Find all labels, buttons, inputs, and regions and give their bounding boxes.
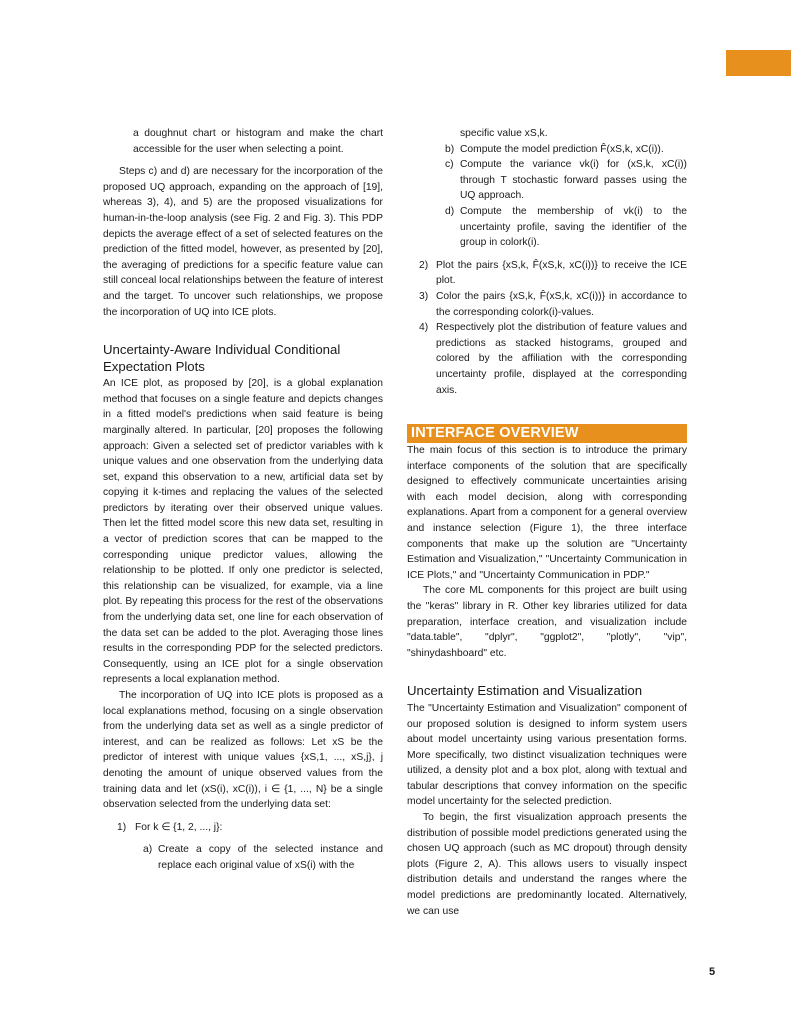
list-number: 2): [419, 259, 429, 271]
left-column: [103, 126, 383, 874]
list-item: [419, 289, 687, 320]
list-item: [445, 142, 687, 158]
list-number: 1): [117, 821, 127, 833]
list-text: Respectively plot the distribution of feature values and predictions as stacked histograms, grouped and colored by the affiliation with the corresponding uncertainty profile, displayed at the corresponding axis.: [436, 322, 687, 396]
subsection-heading: Uncertainty Estimation and Visualization: [407, 683, 643, 699]
list-text: Plot the pairs {xS,k, F̂(xS,k, xC(i))} to receive the ICE plot.: [436, 259, 687, 287]
paragraph: The incorporation of UQ into ICE plots is proposed as a local explanations method, focusing on a single observation from the underlying data set as well as a single predictor of interest, and can be realized as follows: Let xS be the predictor of interest with unique values {xS,1, ..., xS,j}, j denoting the amount of unique observed values from the training data and let (xS(i), xC(i)), i ∈ {1, ..., N} be a single observation selected from the underlying data set:: [103, 690, 383, 811]
list-item: [445, 204, 687, 251]
subsection-heading: Uncertainty-Aware Individual Conditional Expectation Plots: [103, 342, 341, 374]
paragraph: Steps c) and d) are necessary for the incorporation of the proposed UQ approach, expanding on the approach of [19], whereas 3), 4), and 5) are the proposed visualizations for human-in-the-loop analysis (see Fig. 2 and Fig. 3). This PDP depicts the average effect of a set of selected features on the prediction of the fitted model, however, as presented by [20], the averaging of predictions for a specific feature value can still conceal local relationships between the feature of interest and the target. To uncover such relationships, we propose the incorporation of UQ into ICE plots.: [103, 166, 383, 318]
paragraph: An ICE plot, as proposed by [20], is a global explanation method that focuses on a single feature and depicts changes in a fitted model's predictions when said feature is being marginally altered. In particular, [20] proposes the following approach: Given a selected set of predictor variables with k unique values and one observation from the underlying data set, expand this observation to a new, artificial data set by copying it k-times and replacing the values of the selected predictors by iterating over their observed unique values. Then let the fitted model score this new data set, resulting in a vector of prediction scores that can be mapped to the corresponding unique predictor values, allowing the relationship to be plotted. If only one predictor is selected, this relationship can be visualized, for example, via a line plot. By repeating this process for the rest of the observations from the underlying data set, one line for each observation of the data set can be added to the plot. Averaging those lines results in the corresponding PDP for the selected predictors. Consequently, using an ICE plot for a single observation represents a local explanation method.: [103, 378, 383, 686]
list-number: 3): [419, 290, 429, 302]
section-tab-marker: [726, 50, 791, 76]
list-text: Compute the membership of vk(i) to the uncertainty profile, saving the identifier of the group in colork(i).: [460, 205, 687, 249]
list-text: Compute the model prediction F̂(xS,k, xC(i)).: [460, 143, 664, 155]
list-item: [117, 820, 383, 836]
paragraph: a doughnut chart or histogram and make the chart accessible for the user when selecting a point.: [133, 128, 383, 155]
list-text: Color the pairs {xS,k, F̂(xS,k, xC(i))} in accordance to the corresponding colork(i)-values.: [436, 290, 687, 318]
list-text: For k ∈ {1, 2, ..., j}:: [135, 821, 223, 833]
list-number: a): [143, 844, 153, 856]
list-text: Compute the variance vk(i) for (xS,k, xC(i)) through T stochastic forward passes using the UQ approach.: [460, 159, 687, 202]
paragraph: To begin, the first visualization approach presents the distribution of possible model predictions generated using the chosen UQ approach (such as MC dropout) through density plots (Figure 2, A). This allows users to visually inspect distribution details and understand the ranges where the model predictions are predominantly located. Alternatively, we can use: [407, 812, 687, 917]
paragraph: The "Uncertainty Estimation and Visualization" component of our proposed solution is designed to inform system users about model uncertainty using various presentation forms. More specifically, two distinct visualization techniques were utilized, a density plot and a box plot, along with textual and tabular descriptions that convey information on the specific model uncertainty for the selected prediction.: [407, 702, 687, 808]
list-item: [143, 842, 383, 873]
right-column: [407, 126, 687, 919]
paragraph: The core ML components for this project are built using the "keras" library in R. Other key libraries utilized for data preparation, interface creation, and visualization include "data.table", "dplyr", "ggplot2", "plotly", "vip", "shinydashboard" etc.: [407, 585, 687, 659]
list-item: [445, 157, 687, 204]
list-item: [419, 258, 687, 289]
section-heading-banner: INTERFACE OVERVIEW: [407, 424, 687, 443]
list-text: Create a copy of the selected instance and replace each original value of xS(i) with the: [158, 844, 383, 871]
list-item: [419, 320, 687, 398]
list-number: 4): [419, 322, 429, 334]
paragraph: The main focus of this section is to introduce the primary interface components of the solution that are specifically designed to effectively communicate uncertainties arising with each model decision, along with corresponding explanations. Apart from a component for a general overview and instance selection (Figure 1), the three interface components that make up the solution are "Uncertainty Estimation and Visualization," "Uncertainty Communication in ICE Plots," and "Uncertainty Communication in PDP.": [407, 445, 687, 581]
list-number: b): [445, 143, 455, 155]
list-number: d): [445, 205, 455, 217]
page-number: 5: [709, 966, 716, 978]
list-number: c): [445, 159, 454, 171]
paragraph: specific value xS,k.: [460, 128, 548, 139]
